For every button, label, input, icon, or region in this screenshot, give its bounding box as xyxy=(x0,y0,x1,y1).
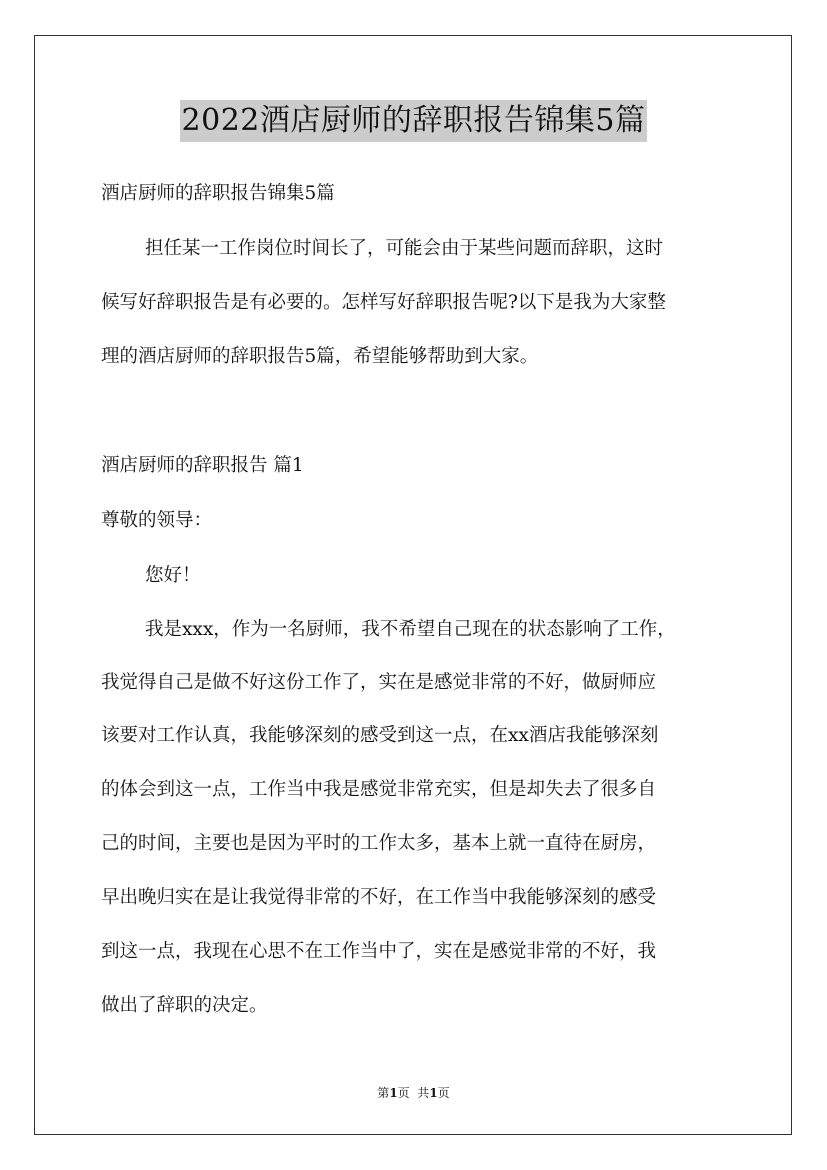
footer-suffix: 页 xyxy=(437,1086,450,1100)
body-line-8: 做出了辞职的决定。 xyxy=(101,995,268,1016)
intro-line-3: 理的酒店厨师的辞职报告5篇，希望能够帮助到大家。 xyxy=(101,346,539,367)
footer-total-pages: 1 xyxy=(429,1086,438,1100)
footer-page-number: 1 xyxy=(389,1086,398,1100)
footer-prefix: 第 xyxy=(377,1086,390,1100)
document-title: 2022酒店厨师的辞职报告锦集5篇 xyxy=(180,100,648,142)
page-footer xyxy=(0,1085,827,1101)
intro-line-1: 担任某一工作岗位时间长了，可能会由于某些问题而辞职，这时 xyxy=(145,238,664,259)
body-line-3: 该要对工作认真，我能够深刻的感受到这一点，在xx酒店我能够深刻 xyxy=(101,725,659,746)
section-heading: 酒店厨师的辞职报告 篇1 xyxy=(101,455,304,476)
body-line-1: 我是xxx，作为一名厨师，我不希望自己现在的状态影响了工作， xyxy=(145,619,676,640)
salutation: 尊敬的领导： xyxy=(101,510,213,531)
body-line-4: 的体会到这一点，工作当中我是感觉非常充实，但是却失去了很多自 xyxy=(101,779,657,800)
footer-mid: 页 共 xyxy=(397,1086,430,1100)
body-line-2: 我觉得自己是做不好这份工作了，实在是感觉非常的不好，做厨师应 xyxy=(101,672,657,693)
body-line-6: 早出晚归实在是让我觉得非常的不好，在工作当中我能够深刻的感受 xyxy=(101,887,657,908)
intro-line-2: 候写好辞职报告是有必要的。怎样写好辞职报告呢?以下是我为大家整 xyxy=(101,292,666,313)
body-line-7: 到这一点，我现在心思不在工作当中了，实在是感觉非常的不好，我 xyxy=(101,941,657,962)
title-container xyxy=(0,100,827,142)
body-line-5: 己的时间，主要也是因为平时的工作太多，基本上就一直待在厨房， xyxy=(101,833,657,854)
greeting: 您好！ xyxy=(145,565,201,586)
document-subtitle: 酒店厨师的辞职报告锦集5篇 xyxy=(101,183,335,204)
